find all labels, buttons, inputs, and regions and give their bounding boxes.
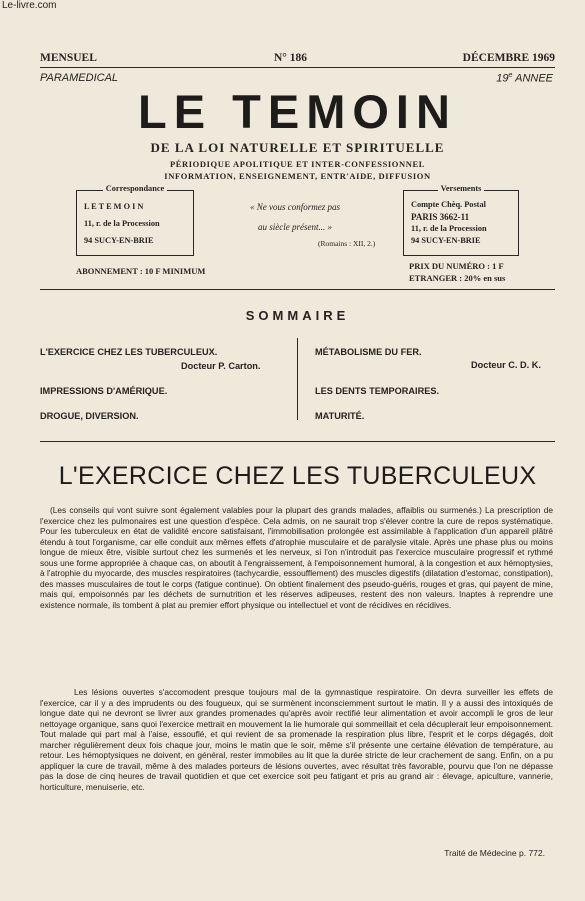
issue-date: DÉCEMBRE 1969 — [462, 52, 555, 64]
toc-item[interactable]: IMPRESSIONS D'AMÉRIQUE. — [40, 386, 168, 396]
correspondance-label: Correspondance — [103, 184, 167, 193]
quote-line-2: au siècle présent... » — [258, 222, 332, 232]
correspondance-line: L E T E M O I N — [84, 202, 144, 211]
correspondance-line: 11, r. de la Procession — [84, 219, 160, 228]
subtitle: DE LA LOI NATURELLE ET SPIRITUELLE — [150, 140, 445, 155]
versements-line: 11, r. de la Procession — [411, 224, 487, 233]
toc-author: Docteur P. Carton. — [181, 361, 261, 371]
versements-line: Compte Chèq. Postal — [411, 200, 486, 209]
sommaire-bottom-rule — [40, 441, 555, 442]
article-reference: Traité de Médecine p. 772. — [444, 848, 545, 858]
article-title: L'EXERCICE CHEZ LES TUBERCULEUX — [58, 462, 537, 490]
year: 19e ANNEE — [496, 72, 553, 85]
abonnement: ABONNEMENT : 10 F MINIMUM — [76, 266, 206, 276]
description-line-1: PÉRIODIQUE APOLITIQUE ET INTER-CONFESSIONNEL — [169, 159, 426, 169]
toc-item[interactable]: LES DENTS TEMPORAIRES. — [315, 386, 440, 396]
quote-line-1: « Ne vous conformez pas — [250, 202, 340, 212]
toc-item[interactable]: MATURITÉ. — [315, 411, 365, 421]
versements-label: Versements — [438, 184, 485, 193]
watermark: Le-livre.com — [2, 0, 57, 11]
frequency: MENSUEL — [40, 52, 97, 64]
top-rule — [40, 67, 555, 68]
article-paragraph: (Les conseils qui vont suivre sont également valables pour la plupart des grands malades, affaiblis ou surmenés.) La prescription de l'exercice chez les pulmonaires est une question d'espèce. Cela admis, on ne saurait trop s'élever contre la cure de repos systématique. Pour les tuberculeux en état de validité encore satisfaisant, l'immobilisation prolongée est assimilable à l'application d'un appareil plâtré étendu à tout l'organisme, car elle conduit aux mêmes effets d'atrophie musculaire et de paralysie vitale. Après une phase plus ou moins longue de mieux être, visible surtout chez les surmenés et les nerveux, si l'on n'introduit pas l'exercice musculaire progressif et rythmé sous une forme appropriée à chaque cas, on aboutit à l'engraissement, à l'empoisonnement humoral, à la congestion et aux hémoptysies, à l'atrophie du myocarde, des muscles respiratoires (tachycardie, essoufflement) des muscles digestifs (dilatation d'estomac, constipation), des masses musculaires de tout le corps (fatigue continue). On obtient finalement des pseudo-guéris, rouges et gras, qui payent de mine, mais qui, empoisonnés par les déchets de surnutrition et les réserves adipeuses, restent des non valeurs. Inaptes à reprendre une existence normale, ils tombent à plat au premier effort physique ou intellectuel et vont de récidives en récidives. — [40, 505, 553, 610]
sommaire-top-rule — [40, 289, 555, 290]
prix-line-2: ETRANGER : 20% en sus — [409, 273, 506, 283]
sommaire-divider — [297, 338, 298, 420]
toc-item[interactable]: DROGUE, DIVERSION. — [40, 411, 139, 421]
description-line-2: INFORMATION, ENSEIGNEMENT, ENTR'AIDE, DIFFUSION — [164, 171, 431, 181]
sommaire-heading: SOMMAIRE — [245, 308, 350, 323]
toc-author: Docteur C. D. K. — [471, 360, 541, 370]
category: PARAMEDICAL — [40, 72, 119, 84]
article-paragraph: Les lésions ouvertes s'accomodent presque toujours mal de la gymnastique respiratoire. On devra surveiller les effets de l'exercice, car il y a des imprudents ou des fougueux, qui se surmènent inconsciemment surtout le matin. Il y a aussi des intoxiqués de longue date qui ne devront se livrer aux grandes promenades qu'après avoir rectifié leur alimentation et avoir accompli le gros de leur nettoyage organique, sans quoi l'exercice mettrait en mouvement la lie humorale qui sommeillait et cela décuplerait leur empoisonnement. Tout malade qui part mal à l'aise, essouflé, et qui revient de sa promenade la respiration plus libre, l'esprit et le corps dégagés, doit marcher régulièrement deux fois chaque jour, moins le matin que le soir, même s'il présente une certaine élévation de température, au retour. Les hémoptysiques ne doivent, en général, rester immobiles au lit que la durée stricte de leur crachement de sang. Enfin, on a pu appliquer la cure de travail, même à des malades porteurs de lésions ouvertes, avec résultat très favorable, pourvu que l'on ne dépasse pas la dose de cinq heures de travail quotidien et que cet exercice soit peu fatigant et pris au grand air : élevage, apiculture, vannerie, horticulture, menuiserie, etc. — [40, 687, 553, 792]
versements-line: 94 SUCY-EN-BRIE — [411, 236, 481, 245]
page-title: LE TEMOIN — [138, 85, 457, 138]
toc-item[interactable]: L'EXERCICE CHEZ LES TUBERCULEUX. — [40, 347, 218, 357]
versements-line: PARIS 3662-11 — [411, 212, 470, 222]
versements-box — [403, 184, 519, 256]
toc-item[interactable]: MÉTABOLISME DU FER. — [315, 347, 422, 357]
prix-line-1: PRIX DU NUMÉRO : 1 F — [409, 261, 504, 271]
correspondance-line: 94 SUCY-EN-BRIE — [84, 236, 154, 245]
correspondance-box — [76, 184, 194, 256]
issue-number: N° 186 — [274, 52, 308, 64]
quote-source: (Romains : XII, 2.) — [318, 239, 376, 248]
